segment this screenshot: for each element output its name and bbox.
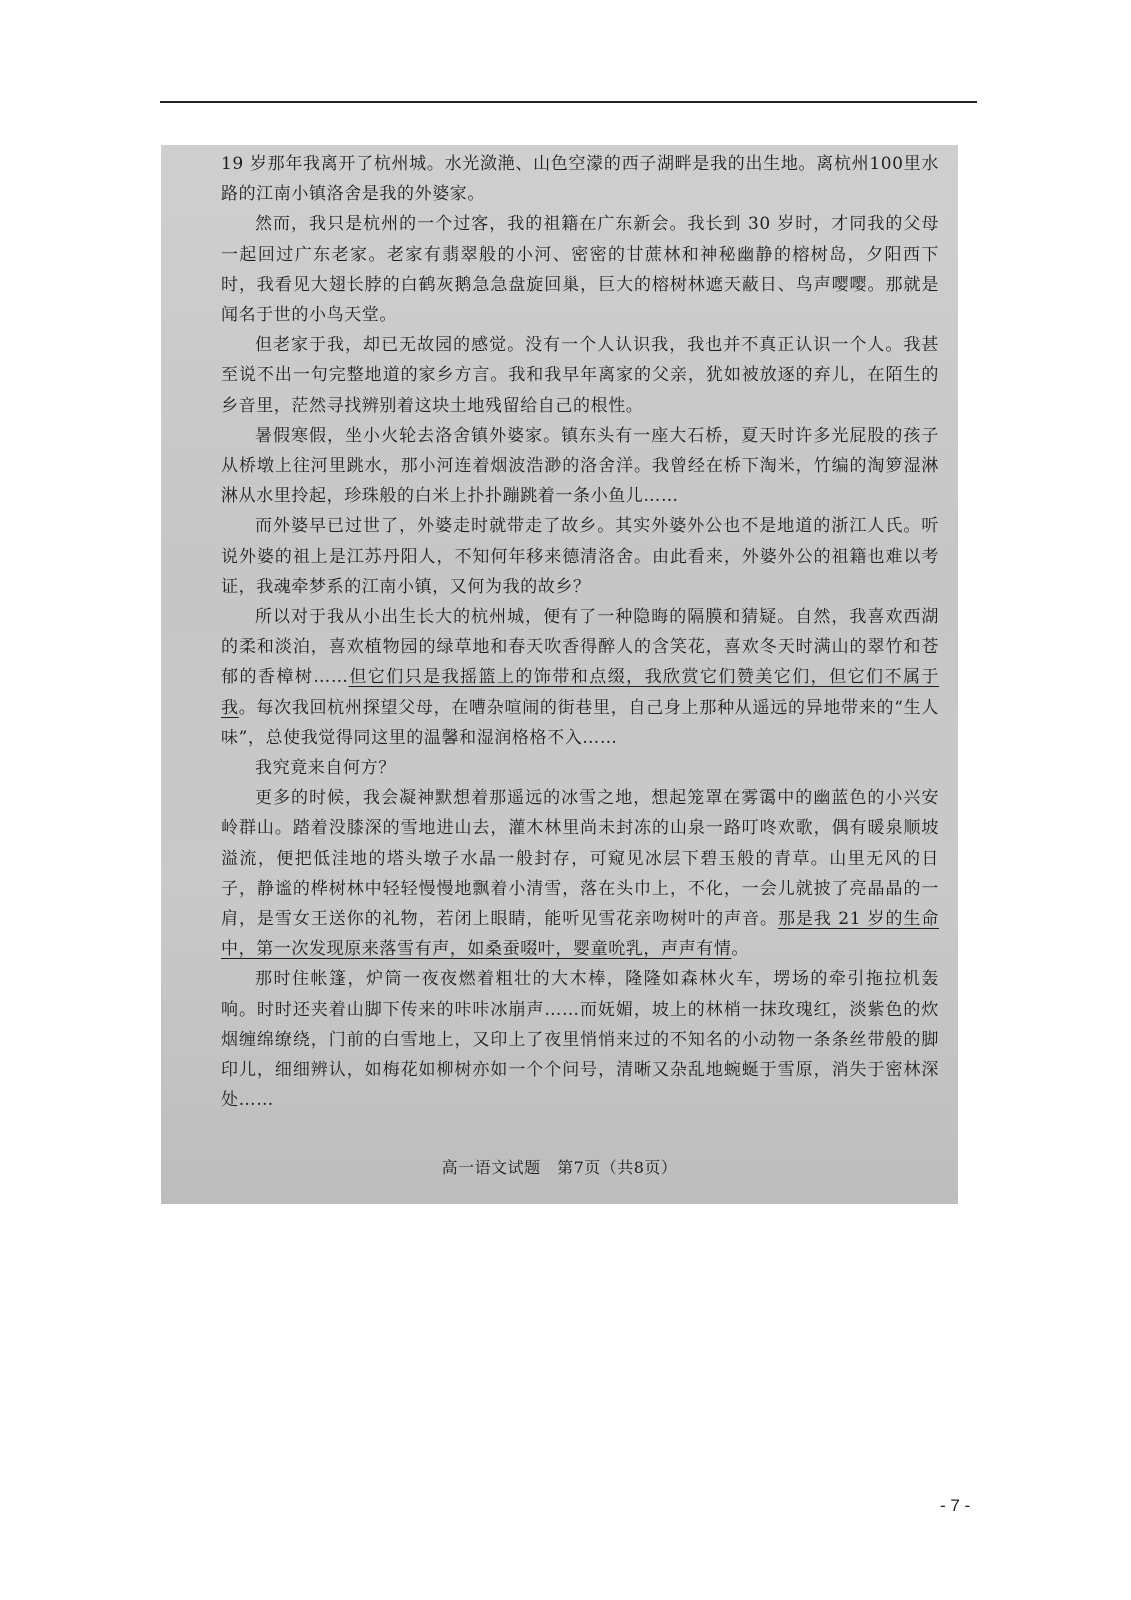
paragraph-6 <box>221 602 939 753</box>
header-rule <box>160 101 977 103</box>
paragraph-9: 那时住帐篷，炉筒一夜夜燃着粗壮的大木棒，隆隆如森林火车，塄场的牵引拖拉机轰响。时时还夹着山脚下传来的咔咔冰崩声……而妩媚，坡上的林梢一抹玫瑰红，淡紫色的炊烟缠绵缭绕，门前的白雪地上，又印上了夜里悄悄来过的不知名的小动物一条条丝带般的脚印儿，细细辨认，如梅花如柳树亦如一个个问号，清晰又杂乱地蜿蜒于雪原，消失于密林深处…… <box>221 969 939 1111</box>
passage-text <box>221 149 939 1116</box>
page-number: - 7 - <box>940 1496 971 1515</box>
p8-text-after: 。 <box>731 939 750 960</box>
paragraph-5: 而外婆早已过世了，外婆走时就带走了故乡。其实外婆外公也不是地道的浙江人氏。听说外婆的祖上是江苏丹阳人，不知何年移来德清洛舍。由此看来，外婆外公的祖籍也难以考证，我魂牵梦系的江南小镇，又何为我的故乡？ <box>221 516 939 597</box>
question-line: 我究竟来自何方？ <box>255 758 396 779</box>
paragraph-8 <box>221 783 939 964</box>
paragraph-2: 然而，我只是杭州的一个过客，我的祖籍在广东新会。我长到 30 岁时，才同我的父母一起回过广东老家。老家有翡翠般的小河、密密的甘蔗林和神秘幽静的榕树岛，夕阳西下时，我看见大翅长脖的白鹤灰鹅急急盘旋回巢，巨大的榕树林遮天蔽日、鸟声嘤嘤。那就是闻名于世的小鸟天堂。 <box>221 214 939 326</box>
p6-text-after: 。每次我回杭州探望父母，在嘈杂喧闹的街巷里，自己身上那种从遥远的异地带来的“生人味”，总使我觉得同这里的温馨和湿润格格不入…… <box>221 697 939 748</box>
p8-underlined-sentence: 那是我 21 岁的生命中，第一次发现原来落雪有声，如桑蚕啜叶，婴童吮乳，声声有情 <box>221 909 939 960</box>
paragraph-1: 19 岁那年我离开了杭州城。水光潋滟、山色空濛的西子湖畔是我的出生地。离杭州100里水路的江南小镇洛舍是我的外婆家。 <box>221 154 939 205</box>
scan-footer: 高一语文试题 第7页（共8页） <box>441 1158 678 1177</box>
scanned-page-photo <box>161 145 958 1204</box>
p6-text-before: 所以对于我从小出生长大的杭州城，便有了一种隐晦的隔膜和猜疑。自然，我喜欢西湖的柔和淡泊，喜欢植物园的绿草地和春天吹香得醉人的含笑花，喜欢冬天时满山的翠竹和苍郁的香樟树…… <box>221 607 939 688</box>
paragraph-3: 但老家于我，却已无故园的感觉。没有一个人认识我，我也并不真正认识一个人。我甚至说不出一句完整地道的家乡方言。我和我早年离家的父亲，犹如被放逐的弃儿，在陌生的乡音里，茫然寻找辨别着这块土地残留给自己的根性。 <box>221 335 939 416</box>
paragraph-4: 暑假寒假，坐小火轮去洛舍镇外婆家。镇东头有一座大石桥，夏天时许多光屁股的孩子从桥墩上往河里跳水，那小河连着烟波浩渺的洛舍洋。我曾经在桥下淘米，竹编的淘箩湿淋淋从水里拎起，珍珠般的白米上扑扑蹦跳着一条小鱼儿…… <box>221 425 939 507</box>
p6-underlined-sentence: 但它们只是我摇篮上的饰带和点缀，我欣赏它们赞美它们，但它们不属于我 <box>221 667 940 718</box>
p8-text-before: 更多的时候，我会凝神默想着那遥远的冰雪之地，想起笼罩在雾霭中的幽蓝色的小兴安岭群山。踏着没膝深的雪地进山去，灌木林里尚未封冻的山泉一路叮咚欢歌，偶有暖泉顺坡溢流，便把低洼地的塔头墩子水晶一般封存，可窥见冰层下碧玉般的青草。山里无风的日子，静谧的桦树林中轻轻慢慢地飘着小清雪，落在头巾上，不化，一会儿就披了亮晶晶的一肩，是雪女王送你的礼物，若闭上眼睛，能听见雪花亲吻树叶的声音。 <box>221 788 939 930</box>
